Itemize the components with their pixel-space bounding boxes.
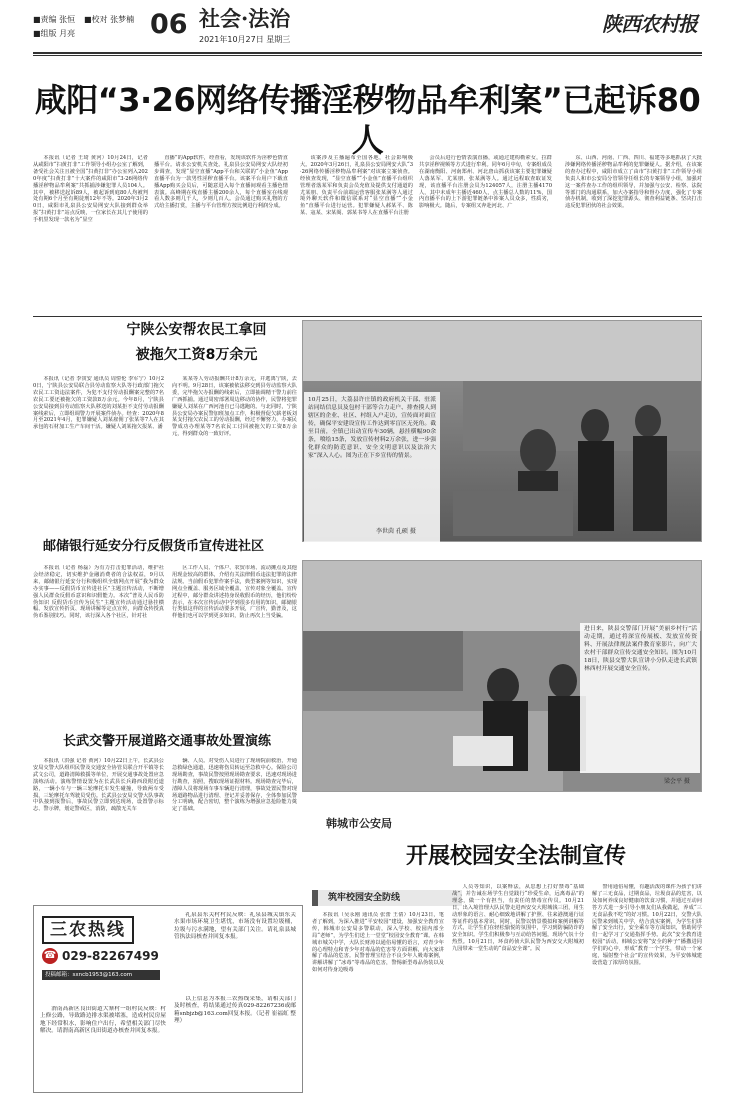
hotline-box	[33, 905, 303, 1093]
traffic-column-1	[33, 758, 164, 900]
postal-column-2	[172, 565, 297, 700]
hotline-text-c: 渭南高新区良田街道大寨村一组村民反映：村上修公路，导致路边排水渠被堵塞，造成村民房屋地下经常积水，影响住户出行，希望相关部门尽快解决。请渭南高新区良田街道办核查并回复本报。	[40, 1006, 166, 1035]
campus-column-2	[452, 884, 584, 1092]
hotline-column-c	[40, 1006, 166, 1088]
campus-column-3	[592, 884, 702, 1092]
campus-text-2: 人员等知识，以案释法，从思想上打好禁毒“基础战”，并告诫在场学生自觉践行“珍爱生命，远离毒品”的理念，做一个有担当，有责任的禁毒宣传员。10月21日，出入境管理大队民警走进西安交大附城钱三团，用生动形象的语言、耐心细致地讲解了护照、往来港澳通行证等证件的基本常识。同时，民警以情景模拟和案例讲解等方式，让学生们在轻松愉悦的氛围中，学习到防骗防诈的安全知识。学生们积极参与互动给答问题，现场气氛十分热烈。10月21日，环食药侦大队民警为西安交大附城初九园带来一堂生动的“食品安全课”。民	[452, 884, 584, 953]
hotline-phone: 029-82267499	[62, 949, 159, 963]
page-number: 06	[150, 9, 188, 40]
layout-credit: ■组版 月亮	[33, 29, 76, 38]
hotline-email: 投稿邮箱：sxncb1953@163.com	[42, 970, 160, 980]
section-title: 社会·法治	[199, 6, 291, 31]
wage-headline-2: 被拖欠工资8万余元	[135, 347, 258, 363]
campus-column-1	[312, 912, 444, 1092]
hotline-text-a: 礼泉县东关村村民反映：礼泉县城关镇东关水果市场环境卫生堪忧，市场没有设置垃圾桶，垃圾与污水满地，望有关部门关注。请礼泉县城管执法局核查并回复本报。	[174, 912, 296, 941]
campus-kicker: 韩城市公安局	[326, 817, 392, 830]
lead-column-2	[154, 155, 288, 313]
hotline-column-b	[174, 996, 296, 1088]
hotline-text-b: 以上信息为本报三农热线采集，请相关部门及时核查，将结果通过传真029-82267236或邮箱snbjzb@163.com回复本报。（记者 崔福虹 整理）	[174, 996, 296, 1025]
proof-credit: ■校对 张梦楠	[84, 15, 135, 24]
traffic-headline: 长武交警开展道路交通事故处置演练	[62, 734, 271, 749]
lead-text-5: 东、山西、河南、广西、四川、福建等多地抓获了大批涉嫌网络传播淫秽物品牟利的犯罪嫌疑人。据介绍，在该案的查办过程中，咸阳市成立了由市“扫黄打非”工作领导小组负责人和市公安局分管领导任组长的专案领导小组，加强对这一案件查办工作的组织领导，并加强与公安、检察、法院等部门的沟通联系，加大办案指导和督办力度，强化了专案侦办机制，收到了深挖犯罪源头、彻查利益链条、坚决打击违反犯罪团伙的社会效果。	[565, 155, 702, 210]
lead-column-4	[419, 155, 552, 313]
lead-column-3	[300, 155, 413, 313]
campus-text-1: 本报讯（吴永刚 通讯员 张蕾 王倩）10月23日，笔者了解到，为深入推进“平安校园”建设，加强安全教育宣传，韩城市公安局多警联动，深入学校、校园内部全局“老师”，为学生们送上一堂堂“校园安全教育”课。在韩城市城关中学，大队长财涛以通俗易懂的语言，对青少年的心理特点和青少年对毒品的危害等方面讲解，向大家讲解了毒品的危害。民警普理宝结合不良少年人吸毒案例，讲解讲解了“冰毒”等毒品的危害，警惕新型毒品伪装以及如何对待身边吸毒	[312, 912, 444, 974]
masthead	[0, 0, 735, 60]
wage-text-1: 本报讯（记者 李寅安 通讯员 周愷伦 李军宁）10月20日，宁陕县公安局联合县劳动监察大队等行政部门拖欠农民工工资违法案件，为犯不支付劳动报酬案完整的7名农民工要还被拖欠的工资款8万余元。今年8月，宁陕县公安局接到县劳动监察大队移送的刘某拒不支付劳动报酬案线索后，立即组调警力开展案件侦办。经查：2020年8月至2021年4月，犯罪嫌疑人刘某雇佣了张某等7人在其承包的石材加工生产车间干活。嫌疑人刘某拖欠报某、潘	[33, 376, 164, 431]
paper-logo: 陕西农村报	[602, 12, 697, 36]
campus-text-3: 警用通俗易懂，有趣活泼的课件为孩子们讲解了三无食品，过期食品，垃圾食品的危害，以及如何养成良好健康的饮食习惯，并通过互动问答方式进一步引导小朋友们从我做起，养成“三无食品我不吃”的好习惯。10月22日，交警大队民警来到城关中学，结合真实案例，为学生们讲解了安全出行，安全乘车等方面知识，帮助同学们一起学习了交通指挥手势。此次“安全教育进校园”活动，韩城公安将“安全的种子”播撒进同学们的心中，形成“教育一个学生，带动一个家庭，辐射整个社会”的宣传效果，为平安韩城建设营造了浓厚的氛围。	[592, 884, 702, 966]
hotline-title: 三农热线	[42, 916, 134, 944]
postal-text-1: 本报讯（记者 杨磊）为有力打击犯罪活动，维护社会经济稳定，切实维护金融消费者的合法权益，9月以来，邮储银行延安分行积极组织全辖网点开展“我为群众办实事——反假货币宣传进社区”主题宣传活动，不断增强人民群众反假币意识和识假能力。本次“普及人民币防伪知识 反假货币宣传为民生”主题宣传活动通过悬挂横幅、发放宣传折页、现场讲解等定点宣传，向群众传授真伪币鉴别技巧。同时，该行深入各个社区，针对社	[33, 565, 164, 620]
campus-subhead-text: 筑牢校园安全防线	[328, 893, 401, 903]
campus-headline: 开展校园安全法制宣传	[405, 844, 626, 869]
editor-credit: ■责编 张恒	[33, 15, 76, 24]
postal-text-2: 区工作人员、个体户、农贸市场、流动摊点及其他用现金较高的群体，介绍有关法律假币违法犯罪的法律法规、当前假币犯罪作案手法，典型案例等知识，实现网点全覆盖、服务区域全覆盖，宣传对象全覆盖。宣传过程中，邮分群众讲述持身误收假币的经历，他们纷纷表示，在本次宣传活动中学到很多有用的知识，邮储银行类似这样的宣传活动要多开展，广宣传，勤普及，这样他们也可以学到更多知识，防止再次上当受骗。	[172, 565, 297, 620]
photo1-credit: 李世茵 孔硕 摄	[376, 528, 416, 535]
traffic-text-2: 辆、人员。对受伤人员进行了现场院前救治，开通急救绿色通道，迅速将伤员转运至急救中心。保险公司现场勘查，事故民警按照现场勘查要求，迅速对现场进行勘查，拍照，搜取现场证据材料。现场勘查完毕后，清障人员将现场车事车辆进行清理，事故处置民警对现场道路物品进行清理、登记并妥善保存，全体参加民警分工明确，配合密切，整个演练为增强应急抢险能力奠定了基础。	[172, 758, 297, 813]
photo2-caption: 进日来，陕县交警部门开展“美丽乡村行”活动走期，通过将深宣传展板、发放宣传资料、开展法律规法案件教育家影片，向广大农村干部群众宣传交通安全知识。图为10月18日，陕县交警大队宣讲小分队走进长武镇林西村开展交通安全宣传。	[584, 626, 697, 672]
masthead-rule	[33, 52, 702, 54]
lead-column-1	[33, 155, 148, 313]
wage-text-2: 某某等人劳动报酬共计8万余元，并逃离宁陕，去向不明。9月28日，该案被依法移交到县劳动监察大队委，完毕拖欠办报酬的线索后，立即抽调精干警力前往广西抓捕。通过周密部署周边移动的协作，民警将犯罪嫌疑人刘某在广西河池自已马逃跑的。与北同时，宁陕县公安局办案民警加班加点工作，积极督促欠薪老板刘某支付拖欠农民工的劳动报酬，经过不懈努力，办案民警成功办理某等7名农民工讨回被拖欠的工资8万余元，得到群众的一致好评。	[172, 376, 297, 438]
wage-column-2	[172, 376, 297, 513]
lead-text-4: 会员后进行色情表演直播，或通过建构勒索女，拉群共享淫秽视频等方式进行牟利。同年6月中旬，专案组成员在湖南衡阳、河南郑州、河北唐山抓获该案主要犯罪嫌疑人落某军、尤某朋、张某满等人。通过远程取查取证发现，该直播平台注册会员为124057人，注册主播4170人，其中未成年主播近460人，点主播总人数的11%，国内直播平台的上下游犯罪链条中涉案人员众多，性质劣，影响极大。随后，专案组又奔赴河北、广	[419, 155, 552, 210]
issue-date: 2021年10月27日 星期三	[199, 35, 291, 44]
lead-column-5	[565, 155, 702, 313]
lead-text-3: 该案涉及主播遍布全国各地，社会影响极大。2020年3月26日，礼泉县公安局网安大队“3·26网络传播淫秽物品牟利案”对该案立案侦查。经侦查发现，“显空直播”“小金鱼”直播平台组织管理者落某军和负责会员充值及提供支付通道的尤某朋、负责平台前端运营客服张某满等人通过境外聊天软件和微信联系对“显空直播”“小金鱼”直播平台进行运营。犯罪嫌疑人郝某平、陈某、寇某、宋某阁、郭某书等人在直播平台注册	[300, 155, 413, 217]
traffic-text-1: 本报讯（洪强 记者 黄河）10月22日上午，长武县公安局交警大队组织民警及交通安全协管员联合开平镇等长武文公司，道路清障救援等单位，开展交通事故处置应急演练活动。演练警情设置为在长武县长兵路西段附近道路，一辆小车与一辆三轮摩托车发生碰撞，导致两车受损，三轮摩托车驾驶员受伤。长武县公安局交警大队事故中队接到报警后，事故民警立即到达现场，设置警示标志、警示牌，划定警戒区，消防，疏散无关车	[33, 758, 164, 813]
lead-text-1: 本报讯（记者 王琦 黄河）10月24日，记者从咸阳市“扫黄打非”工作领导小组办公室了解到，备受社会关注且被全国“扫黄打非”办公室列入2020年度“扫黄打非”十大案件的咸阳市“3·26网络传播淫秽物品牟利案”共抓捕涉嫌犯罪人员104人。其中，被移送起诉89人，被起诉到庭80人均被判处有期6个月至有期徒刑12年不等。2020年3月20日，咸阳市礼泉县公安局网安大队接到群众举报“扫黄打非”站点反映，一位家长在其儿子使用的手机里发现一款名为“显空	[33, 155, 148, 224]
lead-headline: 咸阳“3·26网络传播淫秽物品牟利案”已起诉80人	[34, 81, 701, 159]
postal-column-1	[33, 565, 164, 700]
lead-text-2: 直播”的App软件，经查看，发现该软件为淫秽色情直播平台。请求公安机关查处。礼泉县公安局网安大队经初步调查，发现“显空直播”App平台和关联的“小金鱼”App直播平台为一款男性淫秽直播平台。该案平台用户下载直播App购买会员后，可随意进入每个直播间观看主播色情表演。高峰期在线直播主播200余人，每个直播室在线观看人数多则几千人，少则几百人。会员通过购买礼物的方式给主播打赏，主播与平台管理方按比例进行利润分成。	[154, 155, 288, 210]
phone-icon: ☎	[42, 948, 58, 964]
wage-column-1	[33, 376, 164, 513]
hotline-column-a	[174, 912, 296, 972]
wage-headline-1: 宁陕公安帮农民工拿回	[126, 322, 267, 338]
masthead-rule-thin	[33, 55, 702, 56]
postal-headline: 邮储银行延安分行反假货币宣传进社区	[43, 539, 265, 554]
photo2-credit: 梁会平 摄	[664, 778, 690, 785]
campus-subhead	[312, 890, 462, 906]
section-divider	[33, 316, 702, 317]
photo1-caption: 10月25日，大荔县许庄镇的政府机关干部、驻派站同结信息员及包村干部等合力走户、排查摸人到辖区的企业、社区、村组入户走访，宣传面对面宣传，确保平安建设宣传工作达到零盲区无死角。截至目前，全镇已出动宣传车30辆，悬挂横幅90余条，喷绘15条，发放宣传材料2万余张，进一步强化群众的防范意识、安全文明意识以及法治大家“深入人心。图为正在下乡宣传的情景。	[308, 397, 436, 459]
traffic-column-2	[172, 758, 297, 900]
